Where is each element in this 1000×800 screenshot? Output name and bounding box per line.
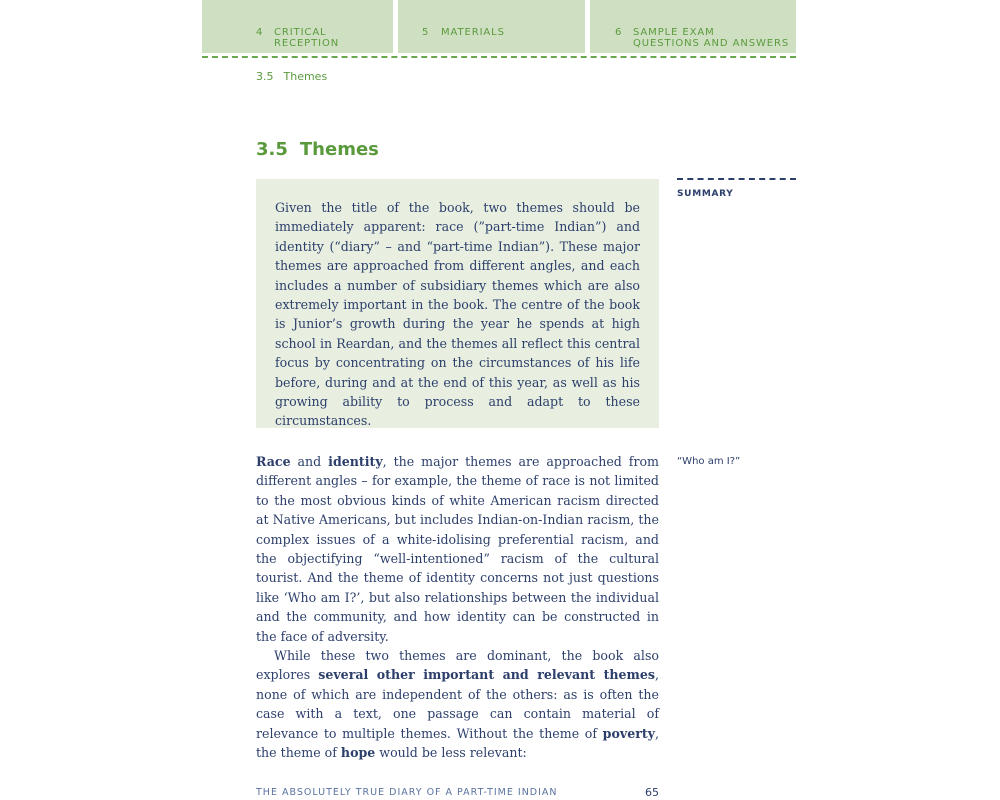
tab-label: SAMPLE EXAM QUESTIONS AND ANSWERS xyxy=(633,27,790,49)
footer-book-title: THE ABSOLUTELY TRUE DIARY OF A PART-TIME INDIAN xyxy=(256,787,558,798)
section-number: 3.5 xyxy=(256,139,288,160)
page-title xyxy=(256,139,379,160)
margin-summary-label: SUMMARY xyxy=(677,189,734,199)
tab-label: MATERIALS xyxy=(441,27,505,38)
summary-text: Given the title of the book, two themes should be immediately apparent: race (”part-time Indian”) and identity (“diary” – and “part-time Indian”). These major themes are approached from different angles, and each includes a number of subsidiary themes which are also extremely important in the book. The centre of the book is Junior’s growth during the year he spends at high school in Reardan, and the themes all reflect this central focus by concentrating on the circumstances of his life before, during and at the end of this year, as well as his growing ability to process and adapt to these circumstances. xyxy=(275,200,640,429)
body-text xyxy=(256,452,659,763)
tab-number: 5 xyxy=(422,27,430,38)
paragraph: While these two themes are dominant, the book also explores several other important and relevant themes, none of which are independent of the others: as is often the case with a text, one passage can contain material of relevance to multiple themes. Without the theme of poverty, the theme of hope would be less relevant: xyxy=(256,648,659,761)
tab-number: 6 xyxy=(615,27,623,38)
paragraph: Race and identity, the major themes are approached from different angles – for example, the theme of race is not limited to the most obvious kinds of white American racism directed at Native Americans, but includes Indian-on-Indian racism, the complex issues of a white-idolising preferential racism, and the objectifying “well-intentioned” racism of the cultural tourist. And the theme of identity concerns not just questions like ‘Who am I?’, but also relationships between the individual and the community, and how identity can be constructed in the face of adversity. xyxy=(256,454,659,644)
tab-critical-reception[interactable] xyxy=(202,0,393,53)
header-divider xyxy=(202,56,796,58)
page-number: 65 xyxy=(645,786,659,799)
margin-divider xyxy=(677,178,796,180)
tab-sample-exam[interactable] xyxy=(590,0,796,53)
margin-note: “Who am I?” xyxy=(677,456,741,467)
tab-label: CRITICAL RECEPTION xyxy=(274,27,340,49)
tab-number: 4 xyxy=(256,27,264,38)
section-title-text: Themes xyxy=(299,139,379,160)
breadcrumb-label: Themes xyxy=(283,70,328,83)
breadcrumb xyxy=(256,70,327,83)
tab-materials[interactable] xyxy=(398,0,585,53)
breadcrumb-number: 3.5 xyxy=(256,70,274,83)
